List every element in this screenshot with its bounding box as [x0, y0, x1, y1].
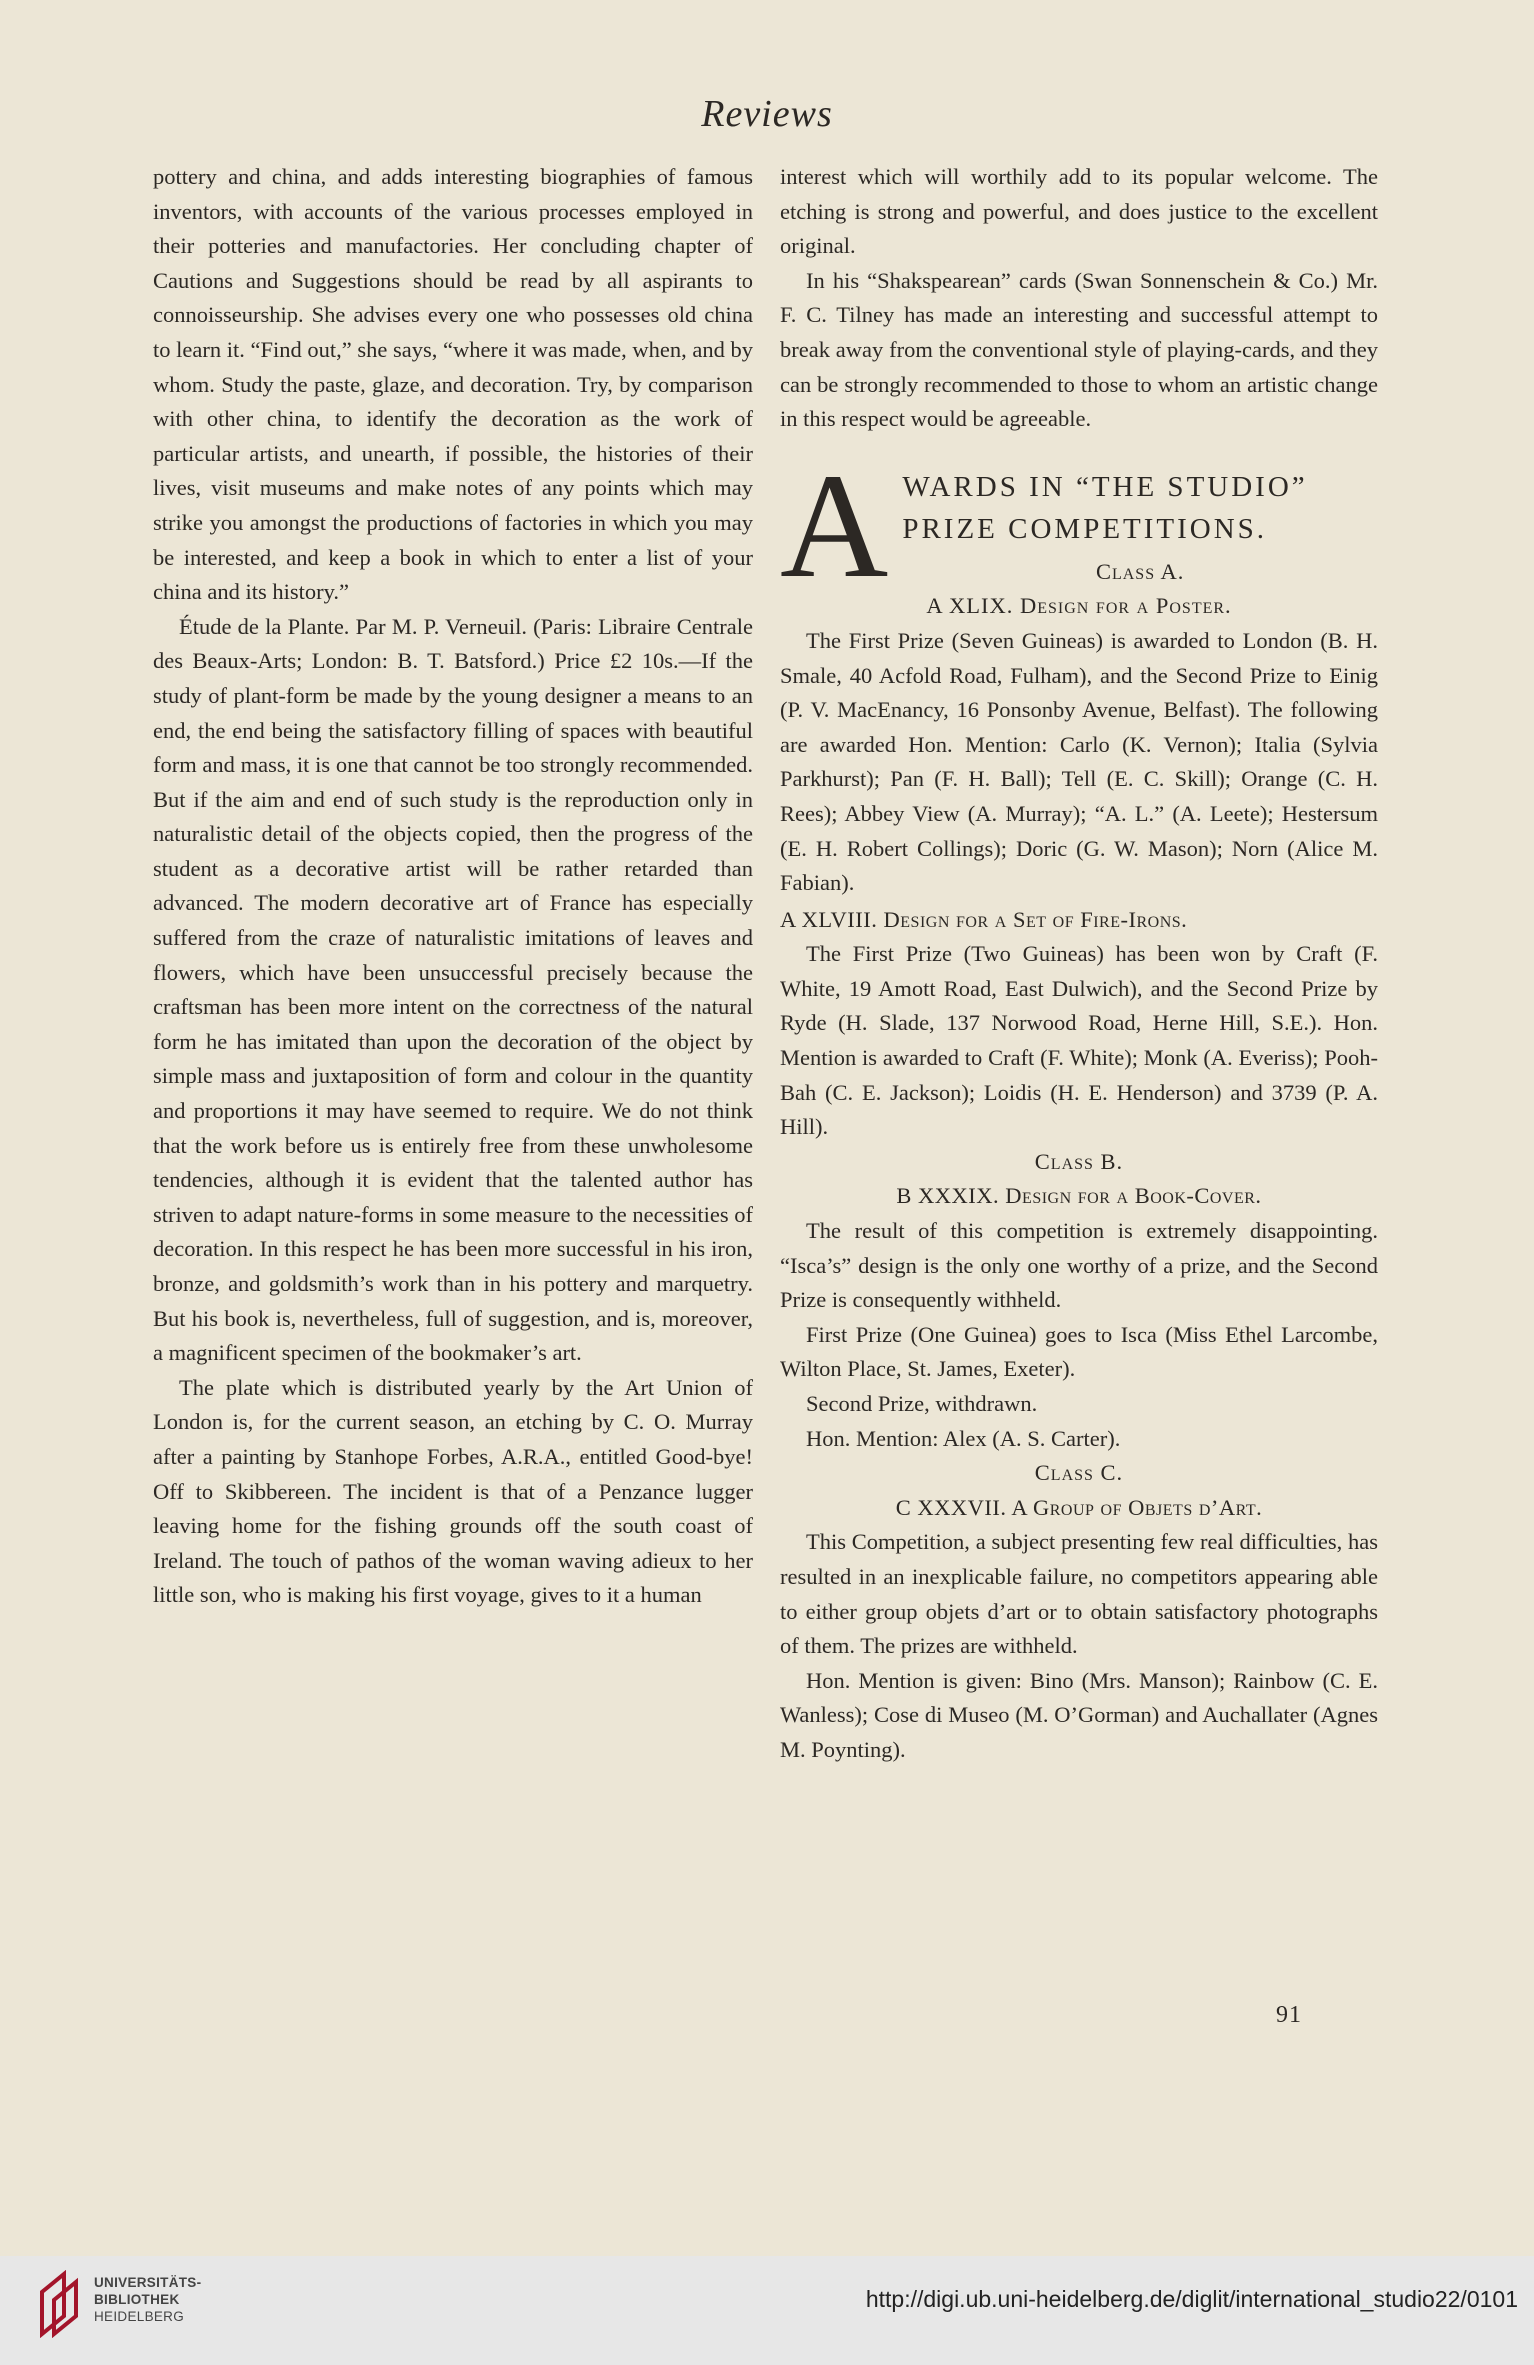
c37-heading: C XXXVII. A Group of Objets d’Art.: [895, 1494, 1263, 1520]
b39-first-prize: First Prize (One Guinea) goes to Isca (Miss Ethel Larcombe, Wilton Place, St. James, Exeter).: [780, 1321, 1378, 1382]
digitization-footer: [0, 2256, 1534, 2365]
awards-title-line2: PRIZE COMPETITIONS.: [902, 512, 1268, 545]
class-b-heading: Class B.: [1034, 1148, 1124, 1174]
library-name: [94, 2274, 201, 2325]
a48-text: The First Prize (Two Guineas) has been won by Craft (F. White, 19 Amott Road, East Dulwich), and the Second Prize by Ryde (H. Slade, 137 Norwood Road, Herne Hill, S.E.). Hon. Mention is awarded to Craft (F. White); Monk (A. Everiss); Pooh-Bah (C. E. Jackson); Loidis (H. E. Henderson) and 3739 (P. A. Hill).: [780, 941, 1378, 1140]
right-column: [780, 160, 1378, 1768]
a49-heading: A XLIX. Design for a Poster.: [926, 593, 1232, 619]
left-column: [153, 160, 753, 1613]
b39-second-prize: Second Prize, withdrawn.: [806, 1391, 1038, 1416]
paragraph-china-review: pottery and china, and adds interesting biographies of famous inventors, with accounts of the various processes employed in their potteries and manufactories. Her concluding chapter of Cautions and Suggestions should be read by all aspirants to connoisseurship. She advises every one who possesses old china to learn it. “Find out,” she says, “where it was made, when, and by whom. Study the paste, glaze, and decoration. Try, by comparison with other china, to identify the decoration as the work of particular artists, and unearth, if possible, the histories of their lives, visit museums and make notes of any points which may strike you amongst the productions of factories in which you may be interested, and keep a book in which to enter a list of your china and its history.”: [153, 164, 753, 605]
library-logo-icon: [38, 2270, 84, 2338]
paragraph-art-union-plate: The plate which is distributed yearly by the Art Union of London is, for the current season, an etching by C. O. Murray after a painting by Stanhope Forbes, A.R.A., entitled Good-bye! Off to Skibbereen. The incident is that of a Penzance lugger leaving home for the fishing grounds off the south coast of Ireland. The touch of pathos of the woman waving adieux to her little son, who is making his first voyage, gives to it a human: [153, 1374, 753, 1608]
page-number: 91: [1276, 2002, 1302, 2028]
running-head: Reviews: [701, 93, 833, 135]
class-a-heading: Class A.: [1095, 558, 1185, 584]
paragraph-shakspearean-cards: In his “Shakspearean” cards (Swan Sonnenschein & Co.) Mr. F. C. Tilney has made an interesting and successful attempt to break away from the conventional style of playing-cards, and they can be strongly recommended to those to whom an artistic change in this respect would be agreeable.: [780, 267, 1378, 432]
awards-title-line1: WARDS IN “THE STUDIO”: [902, 470, 1308, 503]
source-url-link[interactable]: http://digi.ub.uni-heidelberg.de/diglit/international_studio22/0101: [865, 2286, 1518, 2312]
a49-text: The First Prize (Seven Guineas) is awarded to London (B. H. Smale, 40 Acfold Road, Fulham), and the Second Prize to Einig (P. V. MacEnancy, 16 Ponsonby Avenue, Belfast). The following are awarded Hon. Mention: Carlo (K. Vernon); Italia (Sylvia Parkhurst); Pan (F. H. Ball); Tell (E. C. Skill); Orange (C. H. Rees); Abbey View (A. Murray); “A. L.” (A. Leete); Hestersum (E. H. Robert Collings); Doric (G. W. Mason); Norn (Alice M. Fabian).: [780, 627, 1378, 896]
awards-heading: [780, 442, 1378, 624]
library-name-line1: UNIVERSITÄTS-: [94, 2275, 202, 2290]
b39-hon-mention: Hon. Mention: Alex (A. S. Carter).: [806, 1425, 1121, 1451]
c37-hon-mention: Hon. Mention is given: Bino (Mrs. Manson); Rainbow (C. E. Wanless); Cose di Museo (M. O’Gorman) and Auchallater (Agnes M. Poynting).: [780, 1667, 1378, 1762]
library-name-line3: HEIDELBERG: [94, 2309, 185, 2324]
c37-text: This Competition, a subject presenting few real difficulties, has resulted in an inexplicable failure, no competitors appearing able to either group objets d’art or to obtain satisfactory photographs of them. The prizes are withheld.: [780, 1529, 1378, 1659]
class-c-heading: Class C.: [1034, 1460, 1124, 1486]
b39-heading: B XXXIX. Design for a Book-Cover.: [896, 1183, 1262, 1209]
drop-cap: A: [780, 442, 889, 609]
library-name-line2: BIBLIOTHEK: [94, 2292, 180, 2307]
b39-text: The result of this competition is extremely disappointing. “Isca’s” design is the only one worthy of a prize, and the Second Prize is consequently withheld.: [780, 1218, 1378, 1313]
paragraph-etude-review: Étude de la Plante. Par M. P. Verneuil. (Paris: Libraire Centrale des Beaux-Arts; London: B. T. Batsford.) Price £2 10s.—If the study of plant-form be made by the young designer a means to an end, the end being the satisfactory filling of spaces with beautiful form and mass, it is one that cannot be too strongly recommended. But if the aim and end of such study is the reproduction only in naturalistic detail of the objects copied, then the progress of the student as a decorative artist will be rather retarded than advanced. The modern decorative art of France has especially suffered from the craze of naturalistic imitations of leaves and flowers, which have been unsuccessful precisely because the craftsman has been more intent on the correctness of the natural form he has imitated than upon the decoration of the object by simple mass and juxtaposition of form and colour in the quantity and proportions it may have seemed to require. We do not think that the work before us is entirely free from these unwholesome tendencies, although it is evident that the talented author has striven to adapt nature-forms in some measure to the necessities of decoration. In this respect he has been more successful in his iron, bronze, and goldsmith’s work than in his pottery and marquetry. But his book is, nevertheless, full of suggestion, and is, moreover, a magnificent specimen of the bookmaker’s art.: [153, 613, 753, 1366]
a48-heading: A XLVIII. Design for a Set of Fire-Irons.: [780, 906, 1188, 932]
paragraph-etching-continued: interest which will worthily add to its popular welcome. The etching is strong and powerful, and does justice to the excellent original.: [780, 164, 1378, 259]
